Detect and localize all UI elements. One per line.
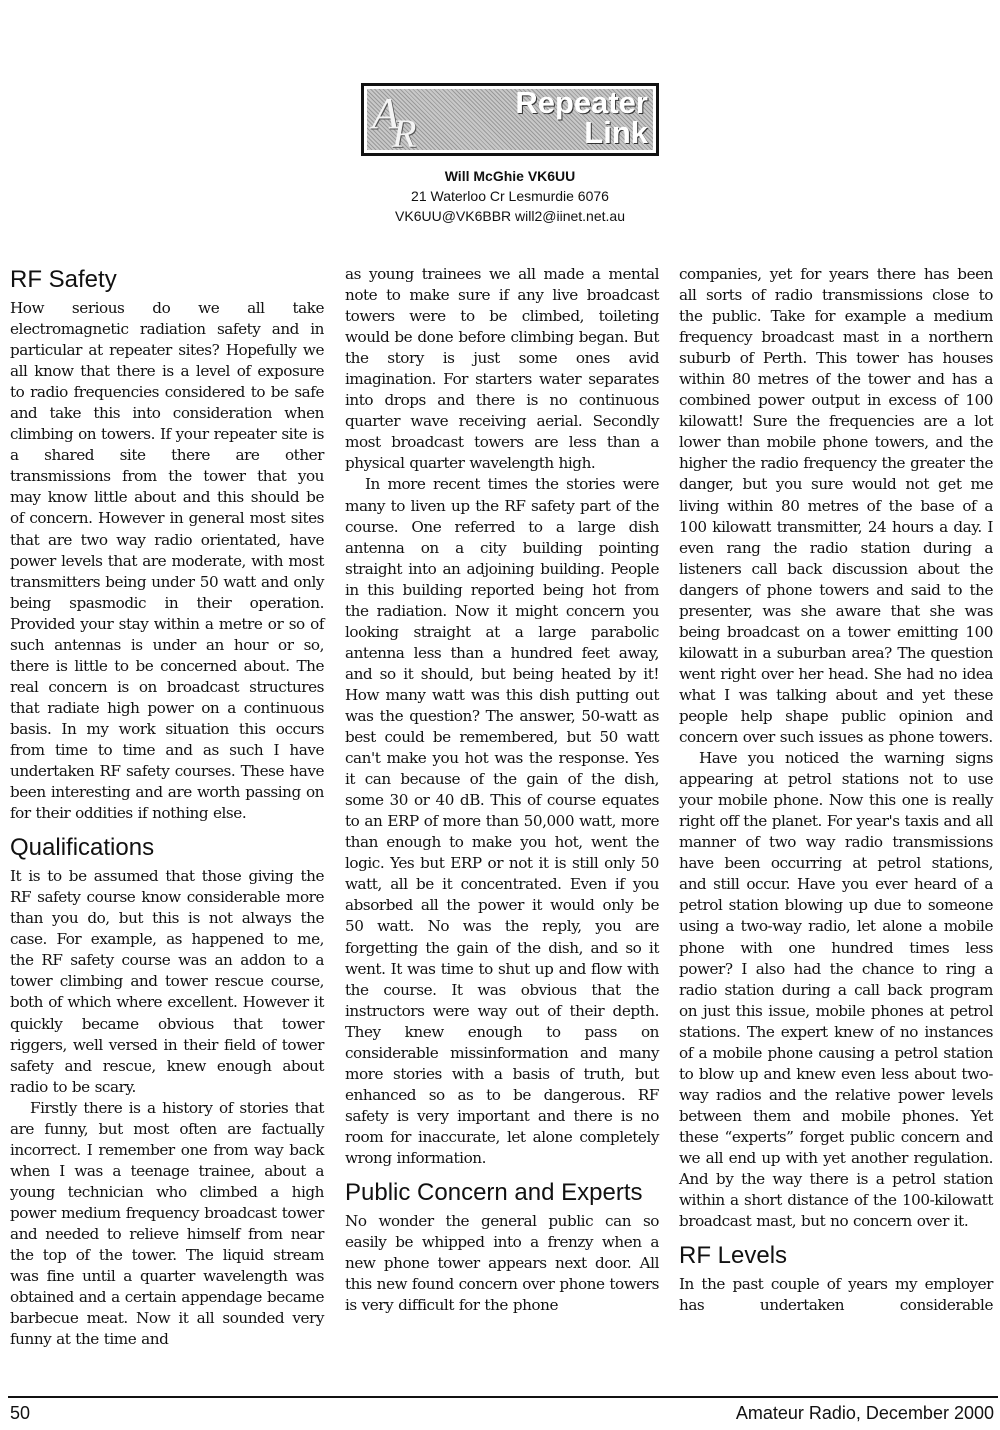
paragraph: In the past couple of years my employer has undertaken considerable bbox=[679, 1275, 993, 1315]
author-name: Will McGhie VK6UU bbox=[444, 168, 576, 184]
column-title-line2: Link bbox=[584, 115, 648, 150]
section-heading-rf-levels: RF Levels bbox=[679, 1242, 788, 1270]
article-column-1 bbox=[10, 264, 324, 1350]
article-column-3 bbox=[679, 264, 993, 1316]
section-heading-rf-safety: RF Safety bbox=[10, 266, 117, 293]
column-title bbox=[515, 85, 648, 150]
paragraph: as young trainees we all made a mental note to make sure if any live broadcast towers were to be climbed, toileting would be done before climbing began. But the story is just some ones avid imagination. For starters water separates into drops and there is no continuous quarter wave receiving aerial. Secondly most broadcast towers are less than a physical quarter wavelength high. bbox=[345, 265, 659, 473]
paragraph: It is to be assumed that those giving the RF safety course know considerable more than you do, but this is not always the case. For example, as happened to me, the RF safety course was an addon to a tower climbing and tower rescue course, both of which where excellent. However it quickly became obvious that tower riggers, well versed in their field of tower safety and rescue, knew enough about radio to be scary. bbox=[10, 867, 324, 1096]
paragraph: companies, yet for years there has been all sorts of radio transmissions close to the public. Take for example a medium frequency broadcast mast in a northern suburb of Perth. This tower has houses within 80 metres of the tower and has a combined power output in excess of 100 kilowatt! Sure the frequencies are a lot lower than mobile phone towers, and the higher the radio frequency the greater the danger, but you sure would not get me living within 80 metres of the base of a 100 kilowatt transmitter, 24 hours a day. I even rang the radio station during a listeners call back discussion about the dangers of phone towers and said to the presenter, was she aware that she was being broadcast on a tower emitting 100 kilowatt in a suburban area? The question went right over her head. She had no idea what I was talking about and yet these people help shape public opinion and concern over such issues as phone towers. bbox=[679, 265, 993, 747]
paragraph: Have you noticed the warning signs appearing at petrol stations not to use your mobile phone. Now this one is really right off the planet. For year's taxis and all manner of two way radio transmissions have been occurring at petrol stations, and still occur. Have you ever heard of a petrol station blowing up due to someone using a two-way radio, let alone a mobile phone with one hundred times less power? I also had the chance to ring a radio station during a call back program on just this issue, mobile phones at petrol stations. The expert knew of no instances of a mobile phone causing a petrol station to blow up and knew even less about two-way radios and the relative power levels between them and mobile phones. Yet these “experts” forget public concern and we all end up with yet another regulation. And by the way there is a petrol station within a short distance of the 100-kilowatt broadcast mast, but no concern over it. bbox=[679, 749, 993, 1231]
publication-info: Amateur Radio, December 2000 bbox=[735, 1403, 994, 1423]
paragraph: No wonder the general public can so easily be whipped into a frenzy when a new phone tower appears next door. All this new found concern over phone towers is very difficult for the phone bbox=[345, 1212, 659, 1315]
paragraph: Firstly there is a history of stories that are funny, but most often are factually incorrect. I remember one from way back when I was a teenage trainee, about a young technician who climbed a high power medium frequency broadcast tower and needed to relieve himself from near the top of the tower. The liquid stream was fine until a quarter wavelength was obtained and a certain appendage became barbecue meat. Now it all sounded very funny at the time and bbox=[10, 1098, 324, 1349]
column-title-line1: Repeater bbox=[515, 85, 648, 120]
author-contact: VK6UU@VK6BBR will2@iinet.net.au bbox=[395, 208, 625, 224]
footer-rule bbox=[8, 1396, 998, 1398]
section-heading-qualifications: Qualifications bbox=[10, 834, 155, 862]
paragraph: In more recent times the stories were many to liven up the RF safety part of the course. One referred to a large dish antenna on a city building pointing straight into an adjoining building. People in this building reported being hot from the radiation. Now it might concern you looking straight at a large parabolic antenna less than a hundred feet away, and so it should, but being heated by it! How many watt was this dish putting out was the question? The answer, 50-watt as best could be remembered, but 50 watt can't make you hot was the response. Yes it can because of the gain of the dish, some 30 or 40 dB. This of course equates to an ERP of more than 50,000 watt, more than enough to make you hot, went the logic. Yes but ERP or not it is still only 50 watt, all be it concentrated. Even if you absorbed all the power it would only be 50 watt. No was the reply, you are forgetting the gain of the dish, and so it went. It was time to shut up and flow with the course. It was obvious that the instructors were way out of their depth. They knew enough to pass on considerable missinformation and many more stories with a basis of truth, but enhanced so as to be dangerous. RF safety is very important and there is no room for inaccurate, let alone completely wrong information. bbox=[345, 475, 659, 1167]
page-number: 50 bbox=[10, 1403, 31, 1423]
repeater-link-logo bbox=[361, 83, 659, 156]
ar-letter-a: A bbox=[372, 89, 399, 138]
ar-monogram bbox=[372, 89, 432, 156]
article-column-2 bbox=[345, 264, 659, 1316]
paragraph: How serious do we all take electromagnetic radiation safety and in particular at repeater sites? Hopefully we all know that there is a level of exposure to radio frequencies considered to be safe and take this into consideration when climbing on towers. If your repeater site is a shared site there are other transmissions from the tower that you may know little about and this should be of concern. However in general most sites that are two way radio orientated, have power levels that are moderate, with most transmitters being under 50 watt and only being spasmodic in their operation. Provided your stay within a metre or so of such antennas is under an hour or so, there is little to be concerned about. The real concern is on broadcast structures that radiate high power on a continuous basis. In my work situation this occurs from time to time and as such I have undertaken RF safety courses. These have been interesting and are worth passing on for their oddities if nothing else. bbox=[10, 299, 324, 823]
author-address: 21 Waterloo Cr Lesmurdie 6076 bbox=[411, 188, 609, 204]
ar-letter-r: R bbox=[392, 111, 417, 156]
section-heading-public-concern: Public Concern and Experts bbox=[345, 1179, 643, 1207]
author-block bbox=[340, 166, 680, 226]
